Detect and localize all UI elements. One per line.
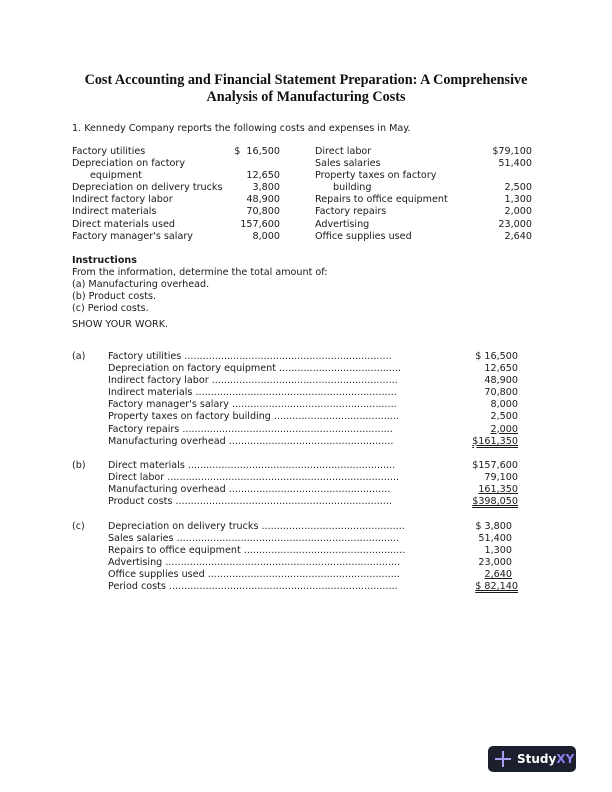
given-row: Depreciation on delivery trucks 3,800 [72,182,280,194]
solution-row: Factory repairs ..................................................................... 2,000 [108,423,518,435]
given-row: Office supplies used 2,640 [315,230,532,242]
title-line-1: Cost Accounting and Financial Statement Preparation: A Comprehensive [84,72,528,88]
solution-row: Manufacturing overhead ..................................................... 161,350 [108,484,518,496]
given-row: Property taxes on factory [315,170,437,182]
instructions [72,255,328,315]
logo-text: StudyXY [517,752,575,766]
given-costs-right [315,146,532,243]
part-label: (a) [72,351,86,362]
solution-row: Direct labor ............................................................................ 79,100 [108,472,518,484]
instruction-item: (c) Period costs. [72,303,149,315]
given-row: Factory manager's salary 8,000 [72,230,280,242]
solution-row: Indirect materials .................................................................. 70,800 [108,387,518,399]
given-row: building 2,500 [333,182,532,194]
given-row: Direct materials used 157,600 [72,218,280,230]
solution-row: Property taxes on factory building ......................................... 2,500 [108,411,518,423]
given-costs-left [72,146,280,243]
given-row: Indirect factory labor 48,900 [72,194,280,206]
solution-row: Factory manager's salary ...................................................... 8,000 [108,399,518,411]
given-row: Sales salaries 51,400 [315,158,532,170]
part-label: (b) [72,460,86,471]
solution-row: Indirect factory labor ............................................................. 48,900 [108,375,518,387]
given-row: Factory repairs 2,000 [315,206,532,218]
solution-total-row: Period costs ........................................................................... $ 82,140 [108,581,518,593]
solution-row: (b) Direct materials .................................................................... $157,600 [72,460,518,471]
solution-row: Depreciation on factory equipment ........................................ 12,650 [108,363,518,375]
title-line-2: Analysis of Manufacturing Costs [206,89,406,105]
show-work-note: SHOW YOUR WORK. [72,319,169,330]
solution-total-row: Manufacturing overhead ...................................................... $161,350 [108,435,518,447]
solution-row: Repairs to office equipment ..................................................... 1,300 [108,545,512,557]
instruction-item: (a) Manufacturing overhead. [72,279,210,291]
solution-row: (c) Depreciation on delivery trucks ............................................... $ 3,800 [72,521,512,532]
solution-part-c [72,521,532,594]
given-row: Depreciation on factory [72,158,186,170]
studyxy-logo[interactable] [488,746,576,772]
solution-row: Office supplies used ............................................................... 2,640 [108,569,512,581]
plus-icon [495,751,511,767]
solution-row: (a) Factory utilities .................................................................... $ 16,500 [72,351,518,362]
solution-row: Advertising ............................................................................. 23,000 [108,557,512,569]
given-row: Advertising 23,000 [315,218,532,230]
given-row: Indirect materials 70,800 [72,206,280,218]
given-row: Repairs to office equipment 1,300 [315,194,532,206]
solution-part-a [72,351,532,448]
given-row: equipment 12,650 [90,170,280,182]
solution-part-b [72,460,532,508]
instructions-heading: Instructions [72,255,137,266]
solution-total-row: Product costs ....................................................................... $398,050 [108,496,518,508]
solution-row: Sales salaries ......................................................................... 51,400 [108,533,512,545]
instructions-lead: From the information, determine the total amount of: [72,267,328,279]
part-label: (c) [72,521,85,532]
given-row: Factory utilities $ 16,500 [72,146,280,157]
instruction-item: (b) Product costs. [72,291,157,303]
problem-intro: 1. Kennedy Company reports the following costs and expenses in May. [72,123,411,134]
document-title [60,72,552,106]
given-row: Direct labor $79,100 [315,146,532,157]
